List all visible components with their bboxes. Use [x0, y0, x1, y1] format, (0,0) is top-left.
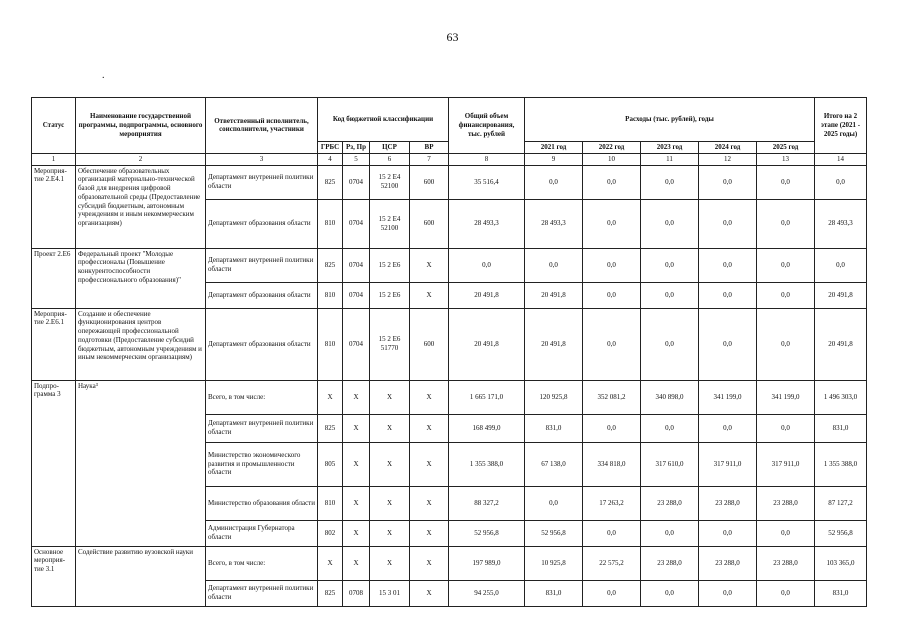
column-number: 5	[343, 153, 370, 165]
executor-cell: Департамент внутренней политики области	[206, 165, 318, 199]
y2025-cell: 0,0	[757, 248, 815, 282]
itogo-cell: 0,0	[815, 248, 867, 282]
header-2022: 2022 год	[583, 142, 641, 154]
header-itogo: Итого на 2 этапе (2021 - 2025 годы)	[815, 98, 867, 154]
csr-cell: Х	[370, 520, 410, 546]
total-cell: 20 491,8	[449, 308, 525, 380]
budget-table	[31, 97, 867, 607]
column-number: 8	[449, 153, 525, 165]
y2022-cell: 17 263,2	[583, 486, 641, 520]
header-2024: 2024 год	[699, 142, 757, 154]
grbs-cell: 825	[318, 414, 343, 442]
y2025-cell: 23 288,0	[757, 486, 815, 520]
y2022-cell: 0,0	[583, 282, 641, 308]
table-body	[32, 165, 867, 606]
grbs-cell: 810	[318, 486, 343, 520]
rzpr-cell: Х	[343, 414, 370, 442]
rzpr-cell: Х	[343, 520, 370, 546]
itogo-cell: 0,0	[815, 165, 867, 199]
header-rzpr: Рз, Пр	[343, 142, 370, 154]
header-executor: Ответственный исполнитель, соисполнители, участники	[206, 98, 318, 154]
header-name: Наименование государственной программы, подпрограммы, основного мероприятия	[76, 98, 206, 154]
column-number: 1	[32, 153, 76, 165]
y2025-cell: 23 288,0	[757, 546, 815, 580]
rzpr-cell: 0704	[343, 308, 370, 380]
executor-cell: Департамент внутренней политики области	[206, 580, 318, 606]
executor-cell: Департамент внутренней политики области	[206, 248, 318, 282]
y2021-cell: 120 925,8	[525, 380, 583, 414]
y2021-cell: 20 491,8	[525, 308, 583, 380]
executor-cell: Департамент образования области	[206, 308, 318, 380]
executor-cell: Всего, в том числе:	[206, 546, 318, 580]
y2022-cell: 0,0	[583, 248, 641, 282]
y2021-cell: 20 491,8	[525, 282, 583, 308]
y2024-cell: 341 199,0	[699, 380, 757, 414]
vr-cell: Х	[410, 546, 449, 580]
vr-cell: 600	[410, 165, 449, 199]
vr-cell: Х	[410, 380, 449, 414]
csr-cell: Х	[370, 414, 410, 442]
y2025-cell: 0,0	[757, 165, 815, 199]
y2023-cell: 0,0	[641, 165, 699, 199]
status-cell: Основное мероприя-тие 3.1	[32, 546, 76, 606]
grbs-cell: Х	[318, 546, 343, 580]
csr-cell: 15 2 Е4 52100	[370, 165, 410, 199]
y2023-cell: 0,0	[641, 520, 699, 546]
y2022-cell: 352 081,2	[583, 380, 641, 414]
itogo-cell: 831,0	[815, 580, 867, 606]
header-vr: ВР	[410, 142, 449, 154]
y2022-cell: 0,0	[583, 520, 641, 546]
grbs-cell: 810	[318, 199, 343, 248]
y2022-cell: 22 575,2	[583, 546, 641, 580]
page-number: 63	[446, 30, 459, 44]
csr-cell: Х	[370, 486, 410, 520]
column-number: 4	[318, 153, 343, 165]
column-number: 3	[206, 153, 318, 165]
y2024-cell: 0,0	[699, 414, 757, 442]
name-cell: Наука³	[76, 380, 206, 546]
vr-cell: Х	[410, 248, 449, 282]
y2025-cell: 341 199,0	[757, 380, 815, 414]
executor-cell: Всего, в том числе:	[206, 380, 318, 414]
rzpr-cell: 0704	[343, 199, 370, 248]
y2022-cell: 0,0	[583, 308, 641, 380]
table-row	[32, 546, 867, 580]
y2022-cell: 334 818,0	[583, 442, 641, 486]
column-number: 9	[525, 153, 583, 165]
vr-cell: Х	[410, 414, 449, 442]
y2021-cell: 831,0	[525, 580, 583, 606]
column-number-row	[32, 153, 867, 165]
y2023-cell: 23 288,0	[641, 486, 699, 520]
y2022-cell: 0,0	[583, 580, 641, 606]
y2023-cell: 0,0	[641, 308, 699, 380]
grbs-cell: Х	[318, 380, 343, 414]
executor-cell: Департамент образования области	[206, 199, 318, 248]
total-cell: 88 327,2	[449, 486, 525, 520]
y2025-cell: 0,0	[757, 414, 815, 442]
vr-cell: Х	[410, 580, 449, 606]
header-2025: 2025 год	[757, 142, 815, 154]
table-row	[32, 380, 867, 414]
grbs-cell: 825	[318, 580, 343, 606]
y2021-cell: 0,0	[525, 486, 583, 520]
y2023-cell: 23 288,0	[641, 546, 699, 580]
header-2021: 2021 год	[525, 142, 583, 154]
y2022-cell: 0,0	[583, 414, 641, 442]
y2024-cell: 0,0	[699, 520, 757, 546]
total-cell: 20 491,8	[449, 282, 525, 308]
itogo-cell: 20 491,8	[815, 282, 867, 308]
executor-cell: Департамент образования области	[206, 282, 318, 308]
grbs-cell: 810	[318, 282, 343, 308]
rzpr-cell: 0704	[343, 248, 370, 282]
name-cell: Создание и обеспечение функционирования центров опережающей профессиональной подготовки (Предоставление субсидий бюджетным, автономным учреждениям и иным некоммерческим организациям)	[76, 308, 206, 380]
header-grbs: ГРБС	[318, 142, 343, 154]
total-cell: 28 493,3	[449, 199, 525, 248]
executor-cell: Министерство образования области	[206, 486, 318, 520]
executor-cell: Департамент внутренней политики области	[206, 414, 318, 442]
y2024-cell: 0,0	[699, 282, 757, 308]
csr-cell: 15 2 Е6	[370, 282, 410, 308]
y2023-cell: 340 898,0	[641, 380, 699, 414]
itogo-cell: 28 493,3	[815, 199, 867, 248]
y2021-cell: 10 925,8	[525, 546, 583, 580]
y2024-cell: 23 288,0	[699, 486, 757, 520]
y2025-cell: 0,0	[757, 308, 815, 380]
total-cell: 1 355 388,0	[449, 442, 525, 486]
csr-cell: 15 2 Е6 51770	[370, 308, 410, 380]
itogo-cell: 831,0	[815, 414, 867, 442]
vr-cell: Х	[410, 282, 449, 308]
y2025-cell: 0,0	[757, 580, 815, 606]
y2021-cell: 52 956,8	[525, 520, 583, 546]
rzpr-cell: Х	[343, 442, 370, 486]
total-cell: 0,0	[449, 248, 525, 282]
column-number: 12	[699, 153, 757, 165]
csr-cell: Х	[370, 380, 410, 414]
y2023-cell: 0,0	[641, 248, 699, 282]
grbs-cell: 802	[318, 520, 343, 546]
y2023-cell: 0,0	[641, 282, 699, 308]
y2021-cell: 831,0	[525, 414, 583, 442]
grbs-cell: 825	[318, 165, 343, 199]
header-code-group: Код бюджетной классификации	[318, 98, 449, 142]
header-status: Статус	[32, 98, 76, 154]
y2022-cell: 0,0	[583, 199, 641, 248]
csr-cell: 15 2 Е4 52100	[370, 199, 410, 248]
name-cell: Федеральный проект "Молодые профессионалы (Повышение конкурентоспособности профессионального образования)"	[76, 248, 206, 308]
stray-dot: .	[102, 70, 105, 81]
y2025-cell: 0,0	[757, 520, 815, 546]
column-number: 14	[815, 153, 867, 165]
vr-cell: 600	[410, 308, 449, 380]
vr-cell: Х	[410, 442, 449, 486]
y2024-cell: 0,0	[699, 248, 757, 282]
y2023-cell: 0,0	[641, 199, 699, 248]
header-total-financing: Общий объем финансирования, тыс. рублей	[449, 98, 525, 154]
status-cell: Подпро-грамма 3	[32, 380, 76, 546]
executor-cell: Администрация Губернатора области	[206, 520, 318, 546]
itogo-cell: 103 365,0	[815, 546, 867, 580]
table-row	[32, 165, 867, 199]
vr-cell: Х	[410, 486, 449, 520]
status-cell: Проект 2.Е6	[32, 248, 76, 308]
y2024-cell: 0,0	[699, 308, 757, 380]
y2023-cell: 317 610,0	[641, 442, 699, 486]
csr-cell: 15 3 01	[370, 580, 410, 606]
rzpr-cell: Х	[343, 546, 370, 580]
name-cell: Обеспечение образовательных организаций материально-технической базой для внедрения цифровой образовательной среды (Предоставление субсидий бюджетным, автономным учреждениям и иным некоммерческим организациям)	[76, 165, 206, 248]
rzpr-cell: 0708	[343, 580, 370, 606]
y2023-cell: 0,0	[641, 580, 699, 606]
itogo-cell: 52 956,8	[815, 520, 867, 546]
header-csr: ЦСР	[370, 142, 410, 154]
status-cell: Мероприя-тие 2.Е6.1	[32, 308, 76, 380]
csr-cell: 15 2 Е6	[370, 248, 410, 282]
y2022-cell: 0,0	[583, 165, 641, 199]
rzpr-cell: Х	[343, 380, 370, 414]
y2025-cell: 0,0	[757, 282, 815, 308]
y2025-cell: 317 911,0	[757, 442, 815, 486]
column-number: 10	[583, 153, 641, 165]
column-number: 7	[410, 153, 449, 165]
itogo-cell: 1 496 303,0	[815, 380, 867, 414]
y2021-cell: 67 138,0	[525, 442, 583, 486]
grbs-cell: 805	[318, 442, 343, 486]
status-cell: Мероприя-тие 2.Е4.1	[32, 165, 76, 248]
y2021-cell: 0,0	[525, 165, 583, 199]
y2024-cell: 0,0	[699, 165, 757, 199]
y2024-cell: 317 911,0	[699, 442, 757, 486]
rzpr-cell: 0704	[343, 282, 370, 308]
total-cell: 52 956,8	[449, 520, 525, 546]
total-cell: 197 989,0	[449, 546, 525, 580]
y2021-cell: 28 493,3	[525, 199, 583, 248]
y2021-cell: 0,0	[525, 248, 583, 282]
itogo-cell: 20 491,8	[815, 308, 867, 380]
y2024-cell: 23 288,0	[699, 546, 757, 580]
y2025-cell: 0,0	[757, 199, 815, 248]
column-number: 11	[641, 153, 699, 165]
name-cell: Содействие развитию вузовской науки	[76, 546, 206, 606]
y2023-cell: 0,0	[641, 414, 699, 442]
executor-cell: Министерство экономического развития и промышленности области	[206, 442, 318, 486]
itogo-cell: 1 355 388,0	[815, 442, 867, 486]
csr-cell: Х	[370, 546, 410, 580]
table-row	[32, 248, 867, 282]
table-row	[32, 308, 867, 380]
total-cell: 168 499,0	[449, 414, 525, 442]
header-expenses-group: Расходы (тыс. рублей), годы	[525, 98, 815, 142]
rzpr-cell: Х	[343, 486, 370, 520]
grbs-cell: 825	[318, 248, 343, 282]
itogo-cell: 87 127,2	[815, 486, 867, 520]
vr-cell: Х	[410, 520, 449, 546]
total-cell: 1 665 171,0	[449, 380, 525, 414]
column-number: 2	[76, 153, 206, 165]
vr-cell: 600	[410, 199, 449, 248]
y2024-cell: 0,0	[699, 199, 757, 248]
y2024-cell: 0,0	[699, 580, 757, 606]
column-number: 13	[757, 153, 815, 165]
header-2023: 2023 год	[641, 142, 699, 154]
total-cell: 94 255,0	[449, 580, 525, 606]
column-number: 6	[370, 153, 410, 165]
total-cell: 35 516,4	[449, 165, 525, 199]
rzpr-cell: 0704	[343, 165, 370, 199]
grbs-cell: 810	[318, 308, 343, 380]
csr-cell: Х	[370, 442, 410, 486]
